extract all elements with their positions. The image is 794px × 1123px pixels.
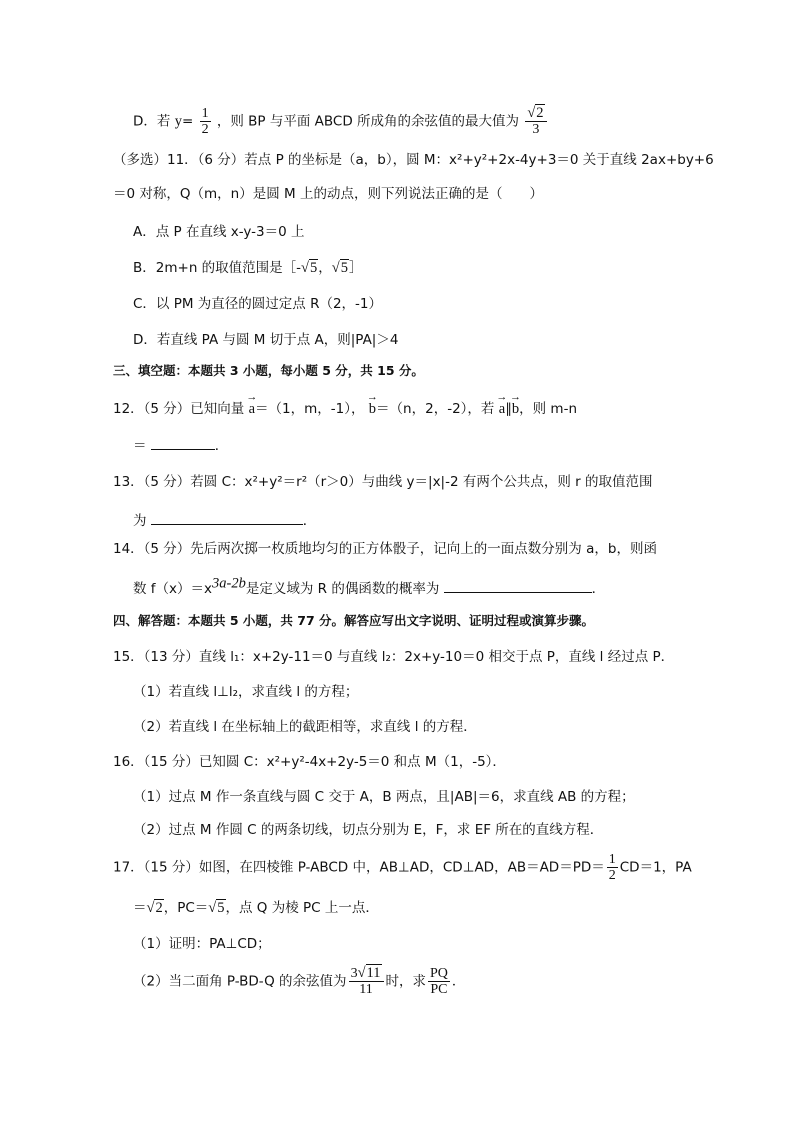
q14-line1: 14．（5 分）先后两次掷一枚质地均匀的正方体骰子，记向上的一面点数分别为 a，b，则函 bbox=[113, 541, 657, 557]
q11-option-b bbox=[133, 258, 362, 278]
option-label: D．若 bbox=[133, 113, 171, 130]
question-text: 12．（5 分）已知向量 bbox=[113, 401, 245, 417]
q10-option-d bbox=[133, 106, 549, 137]
q11-option-a: A．点 P 在直线 x-y-3＝0 上 bbox=[133, 224, 305, 240]
q13-line1: 13．（5 分）若圆 C：x²+y²＝r²（r＞0）与曲线 y＝|x|-2 有两个公共点，则 r 的取值范围 bbox=[113, 474, 653, 490]
question-text: 是定义域为 R 的偶函数的概率为 bbox=[245, 581, 440, 597]
fraction-denominator: 3 bbox=[532, 122, 540, 137]
radicand: 2 bbox=[536, 105, 544, 121]
sqrt-expression: √5 bbox=[301, 260, 318, 276]
vector-b: → b bbox=[512, 397, 519, 419]
math-var: y bbox=[174, 113, 182, 130]
q15-line1: 15．（13 分）直线 l₁：x+2y-11＝0 与直线 l₂：2x+y-10＝0 相交于点 P，直线 l 经过点 P． bbox=[113, 649, 675, 665]
option-text: ，则 BP 与平面 ABCD 所成角的余弦值的最大值为 bbox=[216, 113, 520, 130]
period: ． bbox=[302, 513, 317, 529]
sqrt-expression: √2 bbox=[146, 900, 163, 916]
answer-fraction bbox=[525, 106, 546, 137]
question-text: ，点 Q 为棱 PC 上一点． bbox=[225, 900, 379, 916]
period: ． bbox=[451, 973, 466, 990]
sqrt-expression: √5 bbox=[208, 900, 225, 916]
q12-line1 bbox=[113, 397, 577, 419]
question-text: 数 f（x）＝x bbox=[133, 581, 213, 597]
equals-sign: = bbox=[181, 113, 194, 130]
fraction bbox=[200, 106, 211, 137]
fraction bbox=[428, 966, 450, 997]
parallel-symbol: ∥ bbox=[505, 401, 512, 417]
vector-a-value: ＝（1，m，-1）， bbox=[255, 401, 365, 417]
period: ． bbox=[591, 581, 606, 597]
fraction-numerator: 1 bbox=[608, 852, 616, 867]
fraction-denominator: 2 bbox=[201, 122, 209, 137]
section-heading-solutions: 四、解答题：本题共 5 小题，共 77 分。解答应写出文字说明、证明过程或演算步骤。 bbox=[113, 613, 595, 628]
sqrt-expression: √2 bbox=[527, 105, 544, 121]
q14-line2 bbox=[133, 576, 605, 599]
fraction-denominator: 2 bbox=[608, 868, 616, 883]
radicand: 5 bbox=[340, 260, 348, 276]
q13-line2 bbox=[133, 508, 316, 531]
answer-blank[interactable] bbox=[151, 433, 215, 450]
q11-option-d: D．若直线 PA 与圆 M 切于点 A，则|PA|＞4 bbox=[133, 332, 399, 348]
radicand: 2 bbox=[155, 900, 163, 916]
fraction bbox=[349, 966, 384, 997]
question-text: ，PC＝ bbox=[163, 900, 209, 916]
option-text: B．2m+n 的取值范围是［- bbox=[133, 260, 302, 276]
vector-b: → b bbox=[369, 397, 376, 419]
comma: ， bbox=[318, 260, 332, 276]
q11-option-c: C．以 PM 为直径的圆过定点 R（2，-1） bbox=[133, 296, 383, 312]
q17-line2 bbox=[133, 898, 379, 918]
question-text: CD＝1，PA bbox=[619, 859, 692, 876]
q17-line1 bbox=[113, 852, 692, 883]
bracket: ］ bbox=[348, 260, 363, 276]
answer-blank[interactable] bbox=[151, 508, 303, 525]
fraction-numerator: PQ bbox=[430, 966, 448, 981]
vector-a: → a bbox=[499, 397, 505, 419]
question-text: 为 bbox=[133, 513, 147, 529]
question-text: 时，求 bbox=[385, 973, 426, 990]
question-text: （2）当二面角 P-BD-Q 的余弦值为 bbox=[133, 973, 347, 990]
equals-sign: ＝ bbox=[133, 438, 147, 454]
sqrt-expression: √5 bbox=[331, 260, 348, 276]
q15-sub2: （2）若直线 l 在坐标轴上的截距相等，求直线 l 的方程． bbox=[133, 719, 477, 735]
q17-sub1: （1）证明：PA⊥CD； bbox=[133, 936, 271, 952]
radicand: 5 bbox=[310, 260, 318, 276]
fraction bbox=[607, 852, 618, 883]
q11-line2: ＝0 对称，Q（m，n）是圆 M 上的动点，则下列说法正确的是（ ） bbox=[113, 186, 543, 202]
question-text: 17．（15 分）如图，在四棱锥 P-ABCD 中，AB⊥AD，CD⊥AD，AB＝AD＝PD＝ bbox=[113, 859, 605, 876]
vector-a: → a bbox=[249, 397, 255, 419]
q15-sub1: （1）若直线 l⊥l₂，求直线 l 的方程； bbox=[133, 684, 359, 700]
sqrt-expression: √11 bbox=[357, 965, 381, 981]
section-heading-fill-in: 三、填空题：本题共 3 小题，每小题 5 分，共 15 分。 bbox=[113, 363, 424, 378]
q12-line2 bbox=[133, 433, 228, 456]
answer-blank[interactable] bbox=[444, 576, 592, 593]
radicand: 11 bbox=[366, 965, 381, 981]
q17-sub2 bbox=[133, 966, 465, 997]
fraction-numerator: 1 bbox=[201, 106, 209, 121]
q11-line1: （多选）11．（6 分）若点 P 的坐标是（a，b），圆 M：x²+y²+2x-4y+3＝0 关于直线 2ax+by+6 bbox=[113, 152, 714, 168]
coefficient: 3 bbox=[350, 966, 358, 981]
fraction-denominator: 11 bbox=[359, 982, 373, 997]
fraction-denominator: PC bbox=[430, 982, 448, 997]
exponent: 3a-2b bbox=[212, 575, 246, 592]
period: ． bbox=[214, 438, 229, 454]
q16-sub1: （1）过点 M 作一条直线与圆 C 交于 A，B 两点，且|AB|＝6，求直线 AB 的方程； bbox=[133, 789, 635, 805]
radicand: 5 bbox=[217, 900, 225, 916]
vector-b-value: ＝（n，2，-2），若 bbox=[376, 401, 495, 417]
q16-sub2: （2）过点 M 作圆 C 的两条切线，切点分别为 E，F，求 EF 所在的直线方程． bbox=[133, 822, 604, 838]
q16-line1: 16．（15 分）已知圆 C：x²+y²-4x+2y-5＝0 和点 M（1，-5）． bbox=[113, 754, 506, 770]
equals-sign: ＝ bbox=[133, 900, 147, 916]
question-text: ，则 m-n bbox=[519, 401, 578, 417]
